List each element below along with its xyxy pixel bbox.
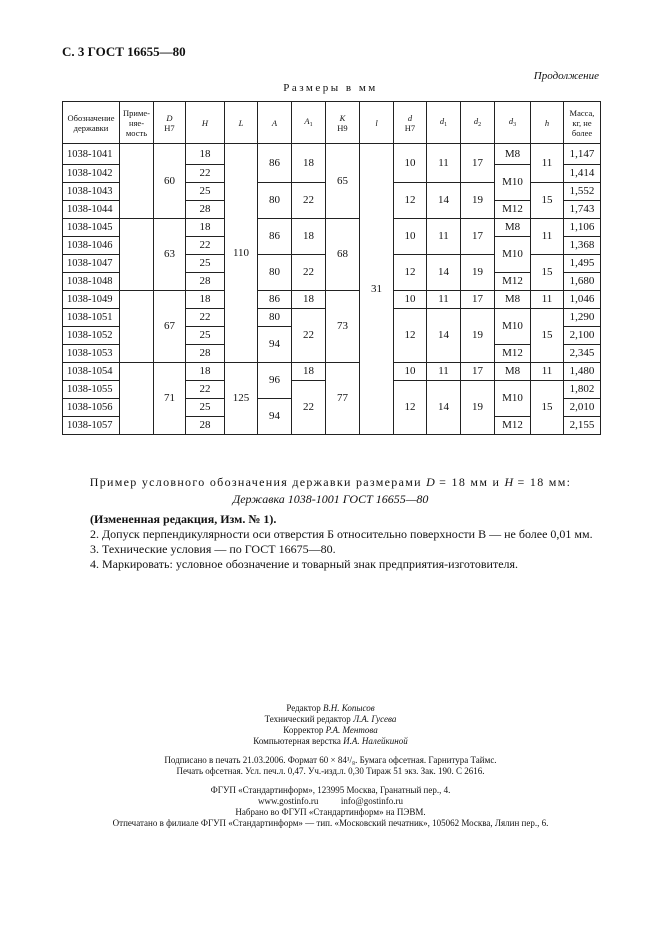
col-d: d H7 xyxy=(394,102,427,144)
col-l: l xyxy=(360,102,394,144)
cell-h: 15 xyxy=(531,255,564,291)
cell-designation: 1038-1045 xyxy=(63,219,120,237)
cell-H: 25 xyxy=(186,255,225,273)
continuation-label: Продолжение xyxy=(533,70,599,82)
cell-d3: M8 xyxy=(495,219,531,237)
cell-d: 10 xyxy=(394,291,427,309)
cell-d: 10 xyxy=(394,144,427,183)
col-L: L xyxy=(225,102,258,144)
cell-d: 12 xyxy=(394,381,427,435)
designation-example: Пример условного обозначения державки размерами D = 18 мм и H = 18 мм: xyxy=(89,475,572,489)
cell-d3: M12 xyxy=(495,345,531,363)
notes-block xyxy=(90,512,600,572)
col-d3: $d_3$ xyxy=(495,102,531,144)
col-d1: $d_1$ xyxy=(427,102,461,144)
cell-d3: M12 xyxy=(495,417,531,435)
cell-A: 80 xyxy=(258,183,292,219)
cell-K: 73 xyxy=(326,291,360,363)
cell-designation: 1038-1054 xyxy=(63,363,120,381)
cell-H: 18 xyxy=(186,144,225,165)
dimensions-caption: Размеры в мм xyxy=(283,82,378,94)
cell-d: 12 xyxy=(394,183,427,219)
cell-d2: 17 xyxy=(461,291,495,309)
table-row xyxy=(63,363,601,381)
cell-mass: 1,680 xyxy=(564,273,601,291)
col-A: A xyxy=(258,102,292,144)
amendment-note: (Измененная редакция, Изм. № 1). xyxy=(90,512,277,526)
cell-A: 96 xyxy=(258,363,292,399)
cell-mass: 1,480 xyxy=(564,363,601,381)
cell-d2: 17 xyxy=(461,219,495,255)
cell-d: 10 xyxy=(394,219,427,255)
cell-d3: M8 xyxy=(495,291,531,309)
cell-designation: 1038-1055 xyxy=(63,381,120,399)
cell-designation: 1038-1043 xyxy=(63,183,120,201)
cell-d3: M12 xyxy=(495,273,531,291)
cell-d3: M8 xyxy=(495,144,531,165)
cell-applicability xyxy=(120,363,154,435)
imprint-corrector: Корректор Р.А. Ментова xyxy=(283,725,378,735)
col-h: h xyxy=(531,102,564,144)
cell-A1: 22 xyxy=(292,255,326,291)
cell-A1: 18 xyxy=(292,144,326,183)
cell-H: 22 xyxy=(186,381,225,399)
cell-A: 80 xyxy=(258,255,292,291)
cell-applicability xyxy=(120,291,154,363)
cell-mass: 1,106 xyxy=(564,219,601,237)
cell-designation: 1038-1046 xyxy=(63,237,120,255)
cell-d2: 19 xyxy=(461,381,495,435)
cell-A: 86 xyxy=(258,291,292,309)
cell-A1: 22 xyxy=(292,309,326,363)
col-H: H xyxy=(186,102,225,144)
table-row xyxy=(63,144,601,165)
cell-h: 15 xyxy=(531,309,564,363)
cell-mass: 1,046 xyxy=(564,291,601,309)
cell-H: 28 xyxy=(186,345,225,363)
cell-d: 10 xyxy=(394,363,427,381)
cell-mass: 1,495 xyxy=(564,255,601,273)
imprint-publisher-2: www.gostinfo.ru info@gostinfo.ru xyxy=(258,796,403,806)
cell-l: 31 xyxy=(360,144,394,435)
cell-d1: 11 xyxy=(427,363,461,381)
cell-d1: 14 xyxy=(427,255,461,291)
col-K: K H9 xyxy=(326,102,360,144)
cell-designation: 1038-1056 xyxy=(63,399,120,417)
cell-d3: M12 xyxy=(495,201,531,219)
cell-h: 15 xyxy=(531,183,564,219)
cell-H: 28 xyxy=(186,417,225,435)
cell-designation: 1038-1052 xyxy=(63,327,120,345)
cell-h: 11 xyxy=(531,291,564,309)
cell-K: 77 xyxy=(326,363,360,435)
col-d2: $d_2$ xyxy=(461,102,495,144)
cell-applicability xyxy=(120,144,154,219)
cell-d3: M10 xyxy=(495,165,531,201)
cell-A: 94 xyxy=(258,399,292,435)
cell-L: 110 xyxy=(225,144,258,363)
cell-designation: 1038-1053 xyxy=(63,345,120,363)
imprint-publisher-3: Набрано во ФГУП «Стандартинформ» на ПЭВМ. xyxy=(235,807,426,817)
cell-A: 86 xyxy=(258,144,292,183)
cell-H: 22 xyxy=(186,165,225,183)
cell-H: 18 xyxy=(186,363,225,381)
cell-d1: 14 xyxy=(427,309,461,363)
page-header: С. 3 ГОСТ 16655—80 xyxy=(62,44,186,59)
cell-D: 67 xyxy=(154,291,186,363)
col-designation: Обозначение державки xyxy=(63,102,120,144)
cell-H: 25 xyxy=(186,327,225,345)
cell-mass: 2,345 xyxy=(564,345,601,363)
cell-d3: M8 xyxy=(495,363,531,381)
imprint-print-2: Печать офсетная. Усл. печ.л. 0,47. Уч.-изд.л. 0,30 Тираж 51 экз. Зак. 190. С 2616. xyxy=(176,766,485,776)
cell-K: 68 xyxy=(326,219,360,291)
cell-designation: 1038-1042 xyxy=(63,165,120,183)
imprint-publisher-1: ФГУП «Стандартинформ», 123995 Москва, Гранатный пер., 4. xyxy=(210,785,451,795)
col-applicability: Приме- няе- мость xyxy=(120,102,154,144)
table-row xyxy=(63,219,601,237)
table-header-row xyxy=(63,102,601,144)
cell-L: 125 xyxy=(225,363,258,435)
cell-K: 65 xyxy=(326,144,360,219)
cell-A1: 18 xyxy=(292,219,326,255)
cell-H: 18 xyxy=(186,219,225,237)
cell-designation: 1038-1044 xyxy=(63,201,120,219)
cell-mass: 1,147 xyxy=(564,144,601,165)
cell-d3: M10 xyxy=(495,309,531,345)
cell-applicability xyxy=(120,219,154,291)
cell-A: 86 xyxy=(258,219,292,255)
cell-H: 25 xyxy=(186,399,225,417)
cell-H: 28 xyxy=(186,201,225,219)
table-row xyxy=(63,291,601,309)
cell-mass: 1,290 xyxy=(564,309,601,327)
col-mass: Масса, кг, не более xyxy=(564,102,601,144)
note-3: 3. Технические условия — по ГОСТ 16675—80. xyxy=(90,542,336,556)
cell-d1: 11 xyxy=(427,219,461,255)
cell-mass: 1,552 xyxy=(564,183,601,201)
note-4: 4. Маркировать: условное обозначение и товарный знак предприятия-изготовителя. xyxy=(90,557,519,571)
note-2: 2. Допуск перпендикулярности оси отверстия Б относительно поверхности В — не более 0,01 мм. xyxy=(90,527,593,541)
cell-H: 25 xyxy=(186,183,225,201)
imprint-print-1: Подписано в печать 21.03.2006. Формат 60 × 84¹/₈. Бумага офсетная. Гарнитура Таймс. xyxy=(164,755,497,765)
cell-d1: 14 xyxy=(427,381,461,435)
cell-H: 22 xyxy=(186,309,225,327)
cell-d3: M10 xyxy=(495,237,531,273)
cell-h: 11 xyxy=(531,219,564,255)
cell-A1: 22 xyxy=(292,381,326,435)
designation-example-text: Державка 1038-1001 ГОСТ 16655—80 xyxy=(232,492,429,506)
cell-mass: 2,155 xyxy=(564,417,601,435)
cell-d: 12 xyxy=(394,309,427,363)
cell-A1: 22 xyxy=(292,183,326,219)
imprint-editor: Редактор В.Н. Копысов xyxy=(286,703,375,713)
cell-A: 94 xyxy=(258,327,292,363)
cell-H: 28 xyxy=(186,273,225,291)
imprint-layout: Компьютерная верстка И.А. Налейкиной xyxy=(253,736,408,746)
cell-mass: 1,802 xyxy=(564,381,601,399)
cell-A1: 18 xyxy=(292,363,326,381)
cell-designation: 1038-1049 xyxy=(63,291,120,309)
cell-H: 18 xyxy=(186,291,225,309)
cell-d2: 17 xyxy=(461,363,495,381)
cell-D: 63 xyxy=(154,219,186,291)
cell-mass: 1,743 xyxy=(564,201,601,219)
cell-d2: 19 xyxy=(461,183,495,219)
cell-d1: 14 xyxy=(427,183,461,219)
cell-d2: 19 xyxy=(461,309,495,363)
cell-D: 60 xyxy=(154,144,186,219)
cell-mass: 1,414 xyxy=(564,165,601,183)
cell-designation: 1038-1048 xyxy=(63,273,120,291)
cell-H: 22 xyxy=(186,237,225,255)
imprint-publisher-4: Отпечатано в филиале ФГУП «Стандартинформ» — тип. «Московский печатник», 105062 Москва, Лялин пер., 6. xyxy=(112,818,549,828)
cell-d1: 11 xyxy=(427,291,461,309)
cell-designation: 1038-1057 xyxy=(63,417,120,435)
cell-d1: 11 xyxy=(427,144,461,183)
col-D: D H7 xyxy=(154,102,186,144)
cell-designation: 1038-1041 xyxy=(63,144,120,165)
cell-mass: 1,368 xyxy=(564,237,601,255)
cell-A: 80 xyxy=(258,309,292,327)
cell-mass: 2,100 xyxy=(564,327,601,345)
cell-d2: 19 xyxy=(461,255,495,291)
cell-mass: 2,010 xyxy=(564,399,601,417)
cell-d3: M10 xyxy=(495,381,531,417)
col-A1: $A_1$ xyxy=(292,102,326,144)
cell-d: 12 xyxy=(394,255,427,291)
cell-d2: 17 xyxy=(461,144,495,183)
cell-h: 11 xyxy=(531,363,564,381)
cell-A1: 18 xyxy=(292,291,326,309)
cell-h: 15 xyxy=(531,381,564,435)
dimensions-table xyxy=(62,101,601,435)
cell-h: 11 xyxy=(531,144,564,183)
imprint-tech-editor: Технический редактор Л.А. Гусева xyxy=(264,714,397,724)
cell-D: 71 xyxy=(154,363,186,435)
cell-designation: 1038-1047 xyxy=(63,255,120,273)
cell-designation: 1038-1051 xyxy=(63,309,120,327)
